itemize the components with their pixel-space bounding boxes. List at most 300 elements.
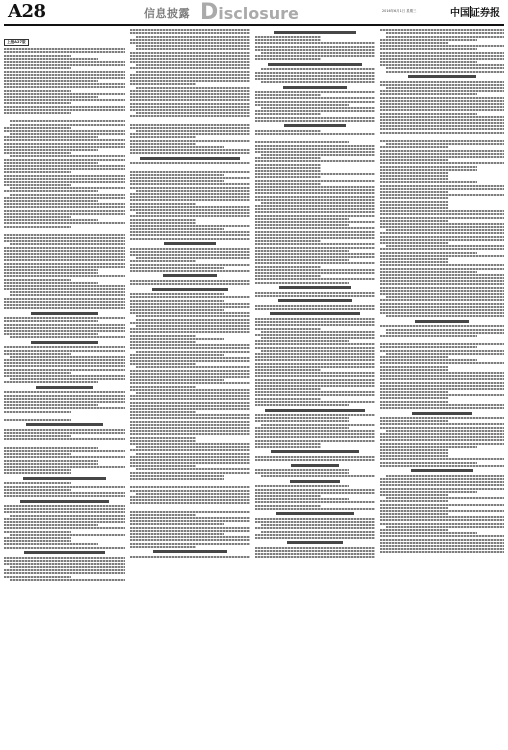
section-heading-line <box>31 341 99 344</box>
text-line <box>4 106 125 108</box>
text-line <box>130 146 224 148</box>
text-line <box>130 96 250 98</box>
text-line <box>4 181 125 183</box>
text-line <box>4 269 98 271</box>
text-line <box>130 338 224 340</box>
text-line <box>380 226 504 228</box>
text-line <box>136 190 250 192</box>
text-line <box>380 532 477 534</box>
text-line <box>380 325 504 327</box>
text-line <box>255 78 375 80</box>
text-line <box>130 478 224 480</box>
text-line <box>255 356 375 358</box>
paragraph-gap <box>255 136 375 140</box>
text-line <box>4 190 98 192</box>
text-line <box>4 247 125 249</box>
text-line <box>4 80 98 82</box>
text-line <box>255 253 375 255</box>
text-line <box>380 280 504 282</box>
text-line <box>380 507 448 509</box>
text-line <box>4 93 125 95</box>
text-line <box>380 462 477 464</box>
text-line <box>4 301 125 303</box>
section-heading-line <box>411 469 473 472</box>
text-line <box>380 201 448 203</box>
text-line <box>386 71 504 73</box>
text-line <box>130 177 250 179</box>
text-line <box>130 530 250 532</box>
text-line <box>4 178 125 180</box>
text-line <box>130 527 250 529</box>
text-line <box>4 317 125 319</box>
text-line <box>4 391 125 393</box>
text-line <box>380 274 504 276</box>
text-line <box>380 335 477 337</box>
section-heading-line <box>163 274 218 277</box>
text-line <box>4 369 125 371</box>
text-line <box>130 382 250 384</box>
text-line <box>255 196 375 198</box>
text-line <box>255 104 349 106</box>
text-line <box>380 146 448 148</box>
text-line <box>255 385 375 387</box>
text-line <box>130 357 250 359</box>
text-line <box>130 440 196 442</box>
text-line <box>10 120 125 122</box>
text-line <box>380 150 504 152</box>
text-line <box>130 39 250 41</box>
section-heading-line <box>268 63 361 66</box>
text-line <box>380 394 504 396</box>
text-line <box>4 61 125 63</box>
text-line <box>255 359 375 361</box>
text-line <box>380 548 504 550</box>
text-line <box>380 42 448 44</box>
text-line <box>255 414 375 416</box>
text-line <box>380 385 504 387</box>
text-line <box>130 29 250 31</box>
text-line <box>386 430 504 432</box>
text-line <box>386 36 504 38</box>
text-line <box>255 417 349 419</box>
text-line <box>130 83 196 85</box>
text-line <box>130 335 196 337</box>
text-line <box>380 217 504 219</box>
text-line <box>130 465 196 467</box>
text-line <box>255 247 375 249</box>
paragraph-gap <box>380 338 504 342</box>
text-line <box>380 465 504 467</box>
text-line <box>130 260 196 262</box>
text-line <box>380 100 504 102</box>
text-line <box>136 48 250 50</box>
text-line <box>255 321 375 323</box>
text-line <box>261 531 375 533</box>
text-line <box>255 382 375 384</box>
text-line <box>130 99 250 101</box>
section-heading-line <box>276 512 354 515</box>
text-line <box>386 245 504 247</box>
text-line <box>255 443 321 445</box>
text-line <box>136 71 250 73</box>
text-line <box>380 204 448 206</box>
text-line <box>380 283 504 285</box>
text-line <box>10 579 125 581</box>
text-line <box>4 55 71 57</box>
text-line <box>130 546 196 548</box>
text-line <box>255 324 375 326</box>
text-line <box>255 145 375 147</box>
text-line <box>4 279 71 281</box>
text-line <box>130 225 250 227</box>
text-line <box>4 282 98 284</box>
text-line <box>136 446 250 448</box>
text-line <box>380 213 504 215</box>
section-heading-line <box>164 242 215 245</box>
text-line <box>255 318 375 320</box>
text-line <box>4 518 125 520</box>
text-line <box>4 253 125 255</box>
text-line <box>130 543 250 545</box>
text-line <box>4 537 71 539</box>
text-line <box>255 215 375 217</box>
text-line <box>380 427 504 429</box>
text-line <box>4 435 71 437</box>
text-line <box>380 504 504 506</box>
text-line <box>130 539 250 541</box>
text-line <box>130 300 224 302</box>
text-line <box>255 117 375 119</box>
text-line <box>10 133 125 135</box>
text-line <box>380 185 504 187</box>
section-heading-line <box>36 386 93 389</box>
section-title-en-rest: isclosure <box>218 4 299 23</box>
text-line <box>130 61 250 63</box>
text-line <box>255 556 375 558</box>
text-line <box>130 206 250 208</box>
text-line <box>380 481 504 483</box>
section-heading-line <box>274 31 355 34</box>
text-line <box>4 162 98 164</box>
text-line <box>130 341 196 343</box>
text-line <box>380 306 504 308</box>
text-line <box>255 295 375 297</box>
text-line <box>380 388 504 390</box>
text-line <box>4 240 125 242</box>
text-line <box>255 234 375 236</box>
text-line <box>255 224 349 226</box>
section-heading-line <box>279 286 351 289</box>
text-line <box>255 58 321 60</box>
text-line <box>136 453 250 455</box>
text-line <box>380 113 477 115</box>
text-line <box>4 64 125 66</box>
text-line <box>4 472 71 474</box>
text-line <box>255 388 321 390</box>
text-line <box>255 262 375 264</box>
text-line <box>130 499 250 501</box>
text-line <box>380 97 504 99</box>
text-line <box>255 101 375 103</box>
text-line <box>380 236 504 238</box>
text-line <box>10 194 125 196</box>
article-columns <box>4 28 504 746</box>
text-line <box>130 344 250 346</box>
text-line <box>380 420 448 422</box>
text-line <box>130 456 250 458</box>
text-line <box>130 328 250 330</box>
text-line <box>255 221 375 223</box>
paragraph-gap <box>380 135 504 139</box>
text-line <box>130 90 250 92</box>
text-line <box>255 94 321 96</box>
text-line <box>255 237 375 239</box>
text-line <box>255 266 321 268</box>
text-line <box>4 96 98 98</box>
text-line <box>130 234 250 236</box>
text-line <box>380 423 504 425</box>
text-line <box>255 91 375 93</box>
text-line <box>130 52 250 54</box>
text-line <box>380 350 504 352</box>
text-line <box>380 346 477 348</box>
text-line <box>255 347 375 349</box>
text-line <box>130 424 250 426</box>
text-line <box>255 379 375 381</box>
text-line <box>380 545 504 547</box>
text-line <box>255 75 375 77</box>
text-line <box>380 542 504 544</box>
text-line <box>130 379 224 381</box>
text-line <box>255 391 375 393</box>
text-line <box>255 148 375 150</box>
text-line <box>130 517 250 519</box>
text-line <box>4 152 71 154</box>
text-line <box>130 312 250 314</box>
text-line <box>380 232 504 234</box>
text-line <box>380 491 477 493</box>
section-heading-line <box>140 157 240 160</box>
text-line <box>4 324 125 326</box>
paragraph-gap <box>4 442 125 446</box>
text-line <box>130 270 250 272</box>
text-line <box>130 395 250 397</box>
text-line <box>130 360 250 362</box>
text-line <box>136 468 250 470</box>
text-line <box>130 251 250 253</box>
text-line <box>380 223 504 225</box>
text-line <box>130 433 250 435</box>
text-line <box>130 363 196 365</box>
text-line <box>130 267 224 269</box>
text-line <box>380 290 504 292</box>
text-line <box>130 74 250 76</box>
text-line <box>130 417 250 419</box>
text-line <box>4 395 125 397</box>
text-line <box>130 162 250 164</box>
text-line <box>4 404 98 406</box>
text-line <box>380 103 504 105</box>
text-line <box>4 450 125 452</box>
text-line <box>255 334 375 336</box>
text-line <box>380 156 504 158</box>
text-line <box>4 572 125 574</box>
text-line <box>380 132 504 134</box>
text-line <box>255 186 375 188</box>
text-line <box>4 149 98 151</box>
text-line <box>130 58 250 60</box>
text-line <box>380 443 504 445</box>
text-line <box>380 299 504 301</box>
text-line <box>255 446 321 448</box>
section-heading-line <box>291 464 340 467</box>
text-line <box>380 401 448 403</box>
text-line <box>4 419 71 421</box>
text-line <box>4 200 98 202</box>
text-line <box>130 199 250 201</box>
text-line <box>130 475 224 477</box>
text-line <box>4 58 98 60</box>
text-line <box>380 362 504 364</box>
text-line <box>386 332 504 334</box>
text-line <box>380 194 504 196</box>
text-line <box>130 556 250 558</box>
text-line <box>130 149 250 151</box>
text-line <box>380 539 504 541</box>
text-line <box>380 29 504 31</box>
text-line <box>4 330 125 332</box>
text-line <box>4 372 71 374</box>
text-line <box>255 250 349 252</box>
text-line <box>10 155 125 157</box>
text-line <box>380 356 448 358</box>
text-line <box>255 218 349 220</box>
text-line <box>380 116 504 118</box>
text-line <box>4 86 125 88</box>
text-line <box>255 440 375 442</box>
text-line <box>380 366 448 368</box>
issue-date: 2016年6月1日 星期三 <box>382 9 417 13</box>
text-line <box>255 275 321 277</box>
text-line <box>255 231 375 233</box>
text-line <box>255 141 349 143</box>
text-line <box>255 401 375 403</box>
text-line <box>136 319 250 321</box>
text-line <box>4 524 98 526</box>
text-line <box>255 501 375 503</box>
text-line <box>136 45 250 47</box>
text-line <box>255 256 375 258</box>
text-line <box>380 48 477 50</box>
text-line <box>4 136 98 138</box>
text-line <box>380 455 448 457</box>
text-line <box>380 309 504 311</box>
text-line <box>130 443 250 445</box>
text-line <box>136 257 250 259</box>
text-line <box>130 486 250 488</box>
text-line <box>130 490 250 492</box>
text-line <box>4 438 125 440</box>
text-line <box>380 271 477 273</box>
text-line <box>255 404 349 406</box>
text-line <box>380 125 504 127</box>
text-line <box>380 312 504 314</box>
text-line <box>380 478 504 480</box>
text-line <box>386 87 504 89</box>
text-line <box>4 304 125 306</box>
text-line <box>386 315 504 317</box>
text-line <box>380 264 504 266</box>
text-line <box>261 81 375 83</box>
text-line <box>255 521 375 523</box>
text-line <box>130 459 250 461</box>
text-line <box>4 381 98 383</box>
text-line <box>4 146 125 148</box>
text-line <box>380 375 504 377</box>
text-line <box>386 229 504 231</box>
text-line <box>380 181 477 183</box>
text-line <box>4 206 125 208</box>
text-line <box>130 103 250 105</box>
text-line <box>380 93 477 95</box>
text-line <box>255 420 349 422</box>
text-line <box>380 439 504 441</box>
text-line <box>130 520 250 522</box>
text-line <box>4 234 125 236</box>
text-line <box>130 370 250 372</box>
text-line <box>255 553 375 555</box>
text-line <box>130 196 250 198</box>
text-line <box>130 293 224 295</box>
text-line <box>4 353 71 355</box>
text-line <box>136 87 250 89</box>
text-line <box>261 68 375 70</box>
text-line <box>255 120 375 122</box>
text-line <box>4 77 125 79</box>
text-line <box>130 283 250 285</box>
text-line <box>4 112 71 114</box>
text-line <box>4 482 71 484</box>
text-line <box>380 122 504 124</box>
text-line <box>4 505 125 507</box>
text-line <box>4 447 98 449</box>
text-line <box>255 498 349 500</box>
text-line <box>380 197 448 199</box>
text-line <box>4 71 125 73</box>
text-line <box>4 307 125 309</box>
text-line <box>4 275 125 277</box>
text-line <box>4 359 125 361</box>
text-line <box>255 42 375 44</box>
text-line <box>130 222 196 224</box>
text-line <box>130 133 250 135</box>
text-line <box>380 382 504 384</box>
section-heading-line <box>287 541 342 544</box>
text-line <box>130 309 224 311</box>
text-line <box>255 456 375 458</box>
column-4-text <box>380 29 504 553</box>
text-line <box>130 502 250 504</box>
text-line <box>255 305 375 307</box>
text-line <box>130 248 250 250</box>
text-line <box>255 39 321 41</box>
text-line <box>4 453 71 455</box>
text-line <box>255 489 375 491</box>
text-line <box>130 180 224 182</box>
text-line <box>261 424 375 426</box>
text-line <box>380 128 504 130</box>
text-line <box>380 551 504 553</box>
